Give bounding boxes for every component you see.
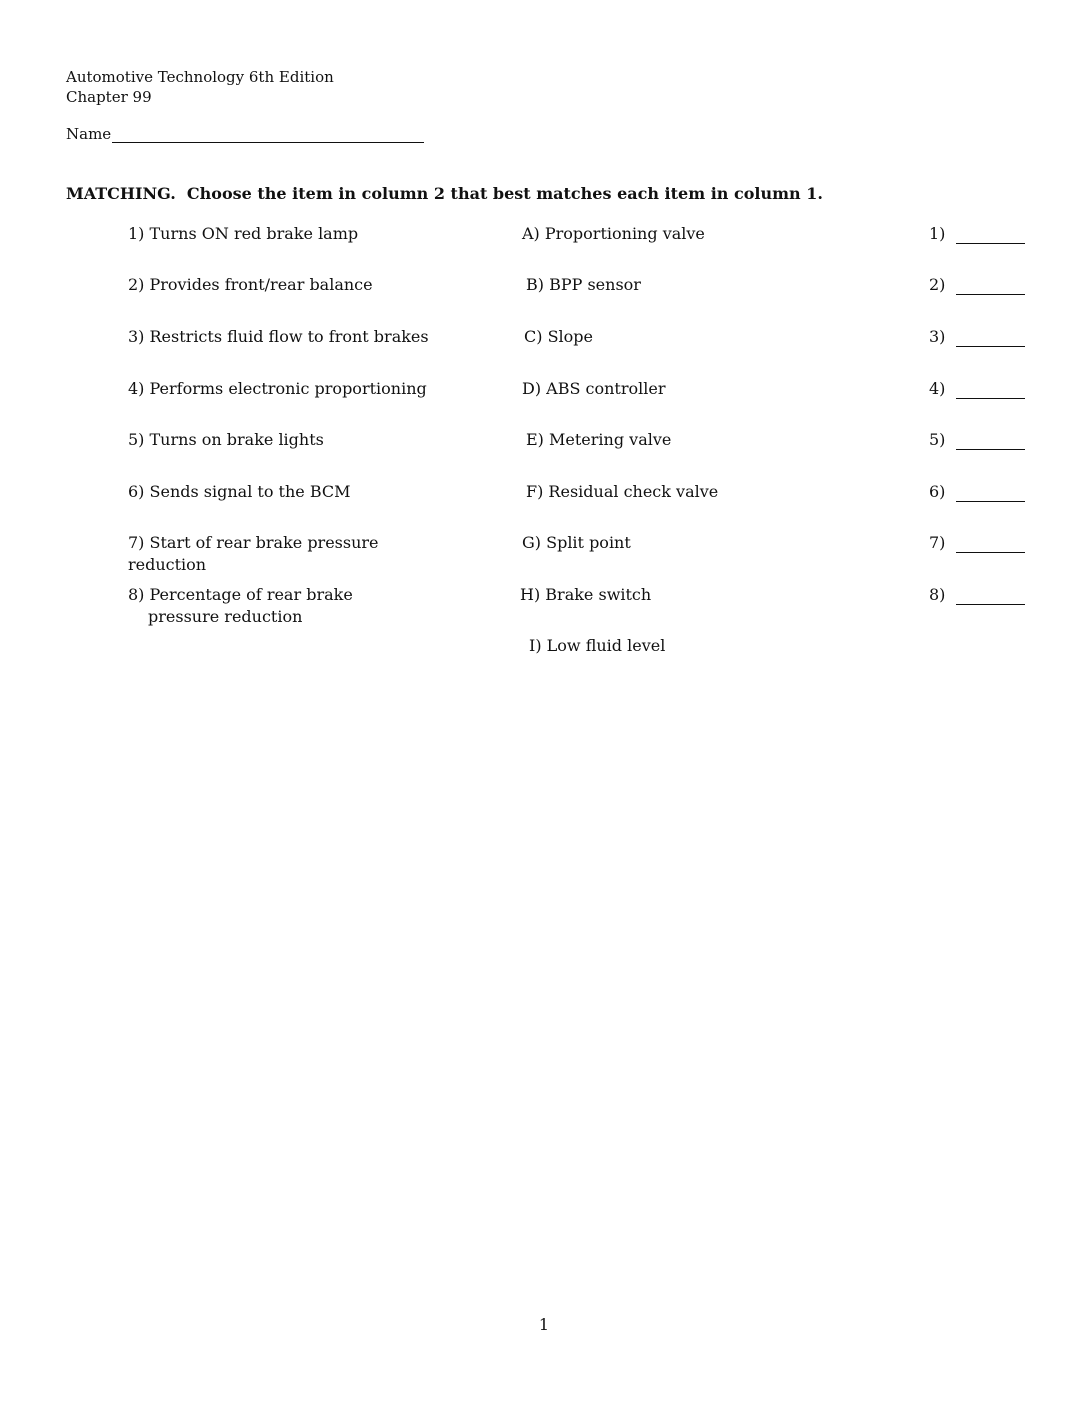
answer-slot xyxy=(929,481,1029,503)
answer-number: 2) xyxy=(929,275,946,294)
name-field xyxy=(66,124,424,143)
answer-number: 1) xyxy=(929,224,946,243)
answer-number: 3) xyxy=(929,327,946,346)
answer-slot xyxy=(929,223,1029,245)
column1-item xyxy=(128,584,428,628)
answer-blank[interactable] xyxy=(956,604,1025,605)
answer-number: 8) xyxy=(929,585,946,604)
answer-blank[interactable] xyxy=(956,552,1025,553)
column1-item: 3) Restricts fluid flow to front brakes xyxy=(128,327,429,346)
answer-blank[interactable] xyxy=(956,294,1025,295)
column2-item: C) Slope xyxy=(524,327,593,346)
answer-number: 6) xyxy=(929,482,946,501)
column2-item: G) Split point xyxy=(522,533,631,552)
page-number: 1 xyxy=(538,1315,550,1334)
answer-blank[interactable] xyxy=(956,501,1025,502)
column1-item: 6) Sends signal to the BCM xyxy=(128,482,351,501)
column2-item: D) ABS controller xyxy=(522,379,666,398)
answer-slot xyxy=(929,378,1029,400)
column2-item: E) Metering valve xyxy=(526,430,672,449)
answer-number: 7) xyxy=(929,533,946,552)
answer-blank[interactable] xyxy=(956,398,1025,399)
column2-item: F) Residual check valve xyxy=(526,482,719,501)
column1-item: 4) Performs electronic proportioning xyxy=(128,379,427,398)
answer-slot xyxy=(929,584,1029,606)
answer-slot xyxy=(929,532,1029,554)
column2-item: H) Brake switch xyxy=(520,585,652,604)
answer-number: 4) xyxy=(929,379,946,398)
column1-item: 2) Provides front/rear balance xyxy=(128,275,373,294)
column1-item: 1) Turns ON red brake lamp xyxy=(128,224,359,243)
matching-instructions: MATCHING. Choose the item in column 2 that best matches each item in column 1. xyxy=(66,184,823,203)
column1-item: 5) Turns on brake lights xyxy=(128,430,324,449)
column2-item: B) BPP sensor xyxy=(526,275,641,294)
answer-slot xyxy=(929,429,1029,451)
name-label: Name xyxy=(66,125,112,143)
name-input-line[interactable] xyxy=(112,124,424,143)
column1-item: 7) Start of rear brake pressure reduction xyxy=(128,533,379,574)
answer-slot xyxy=(929,326,1029,348)
column2-item: I) Low fluid level xyxy=(529,636,666,655)
document-header xyxy=(66,67,334,107)
column2-item: A) Proportioning valve xyxy=(522,224,705,243)
answer-blank[interactable] xyxy=(956,449,1025,450)
answer-blank[interactable] xyxy=(956,346,1025,347)
answer-blank[interactable] xyxy=(956,243,1025,244)
chapter-label: Chapter 99 xyxy=(66,88,152,106)
book-title: Automotive Technology 6th Edition xyxy=(66,68,334,86)
answer-number: 5) xyxy=(929,430,946,449)
column1-item-text: 8) Percentage of rear brake pressure reduction xyxy=(128,585,353,626)
answer-slot xyxy=(929,274,1029,296)
